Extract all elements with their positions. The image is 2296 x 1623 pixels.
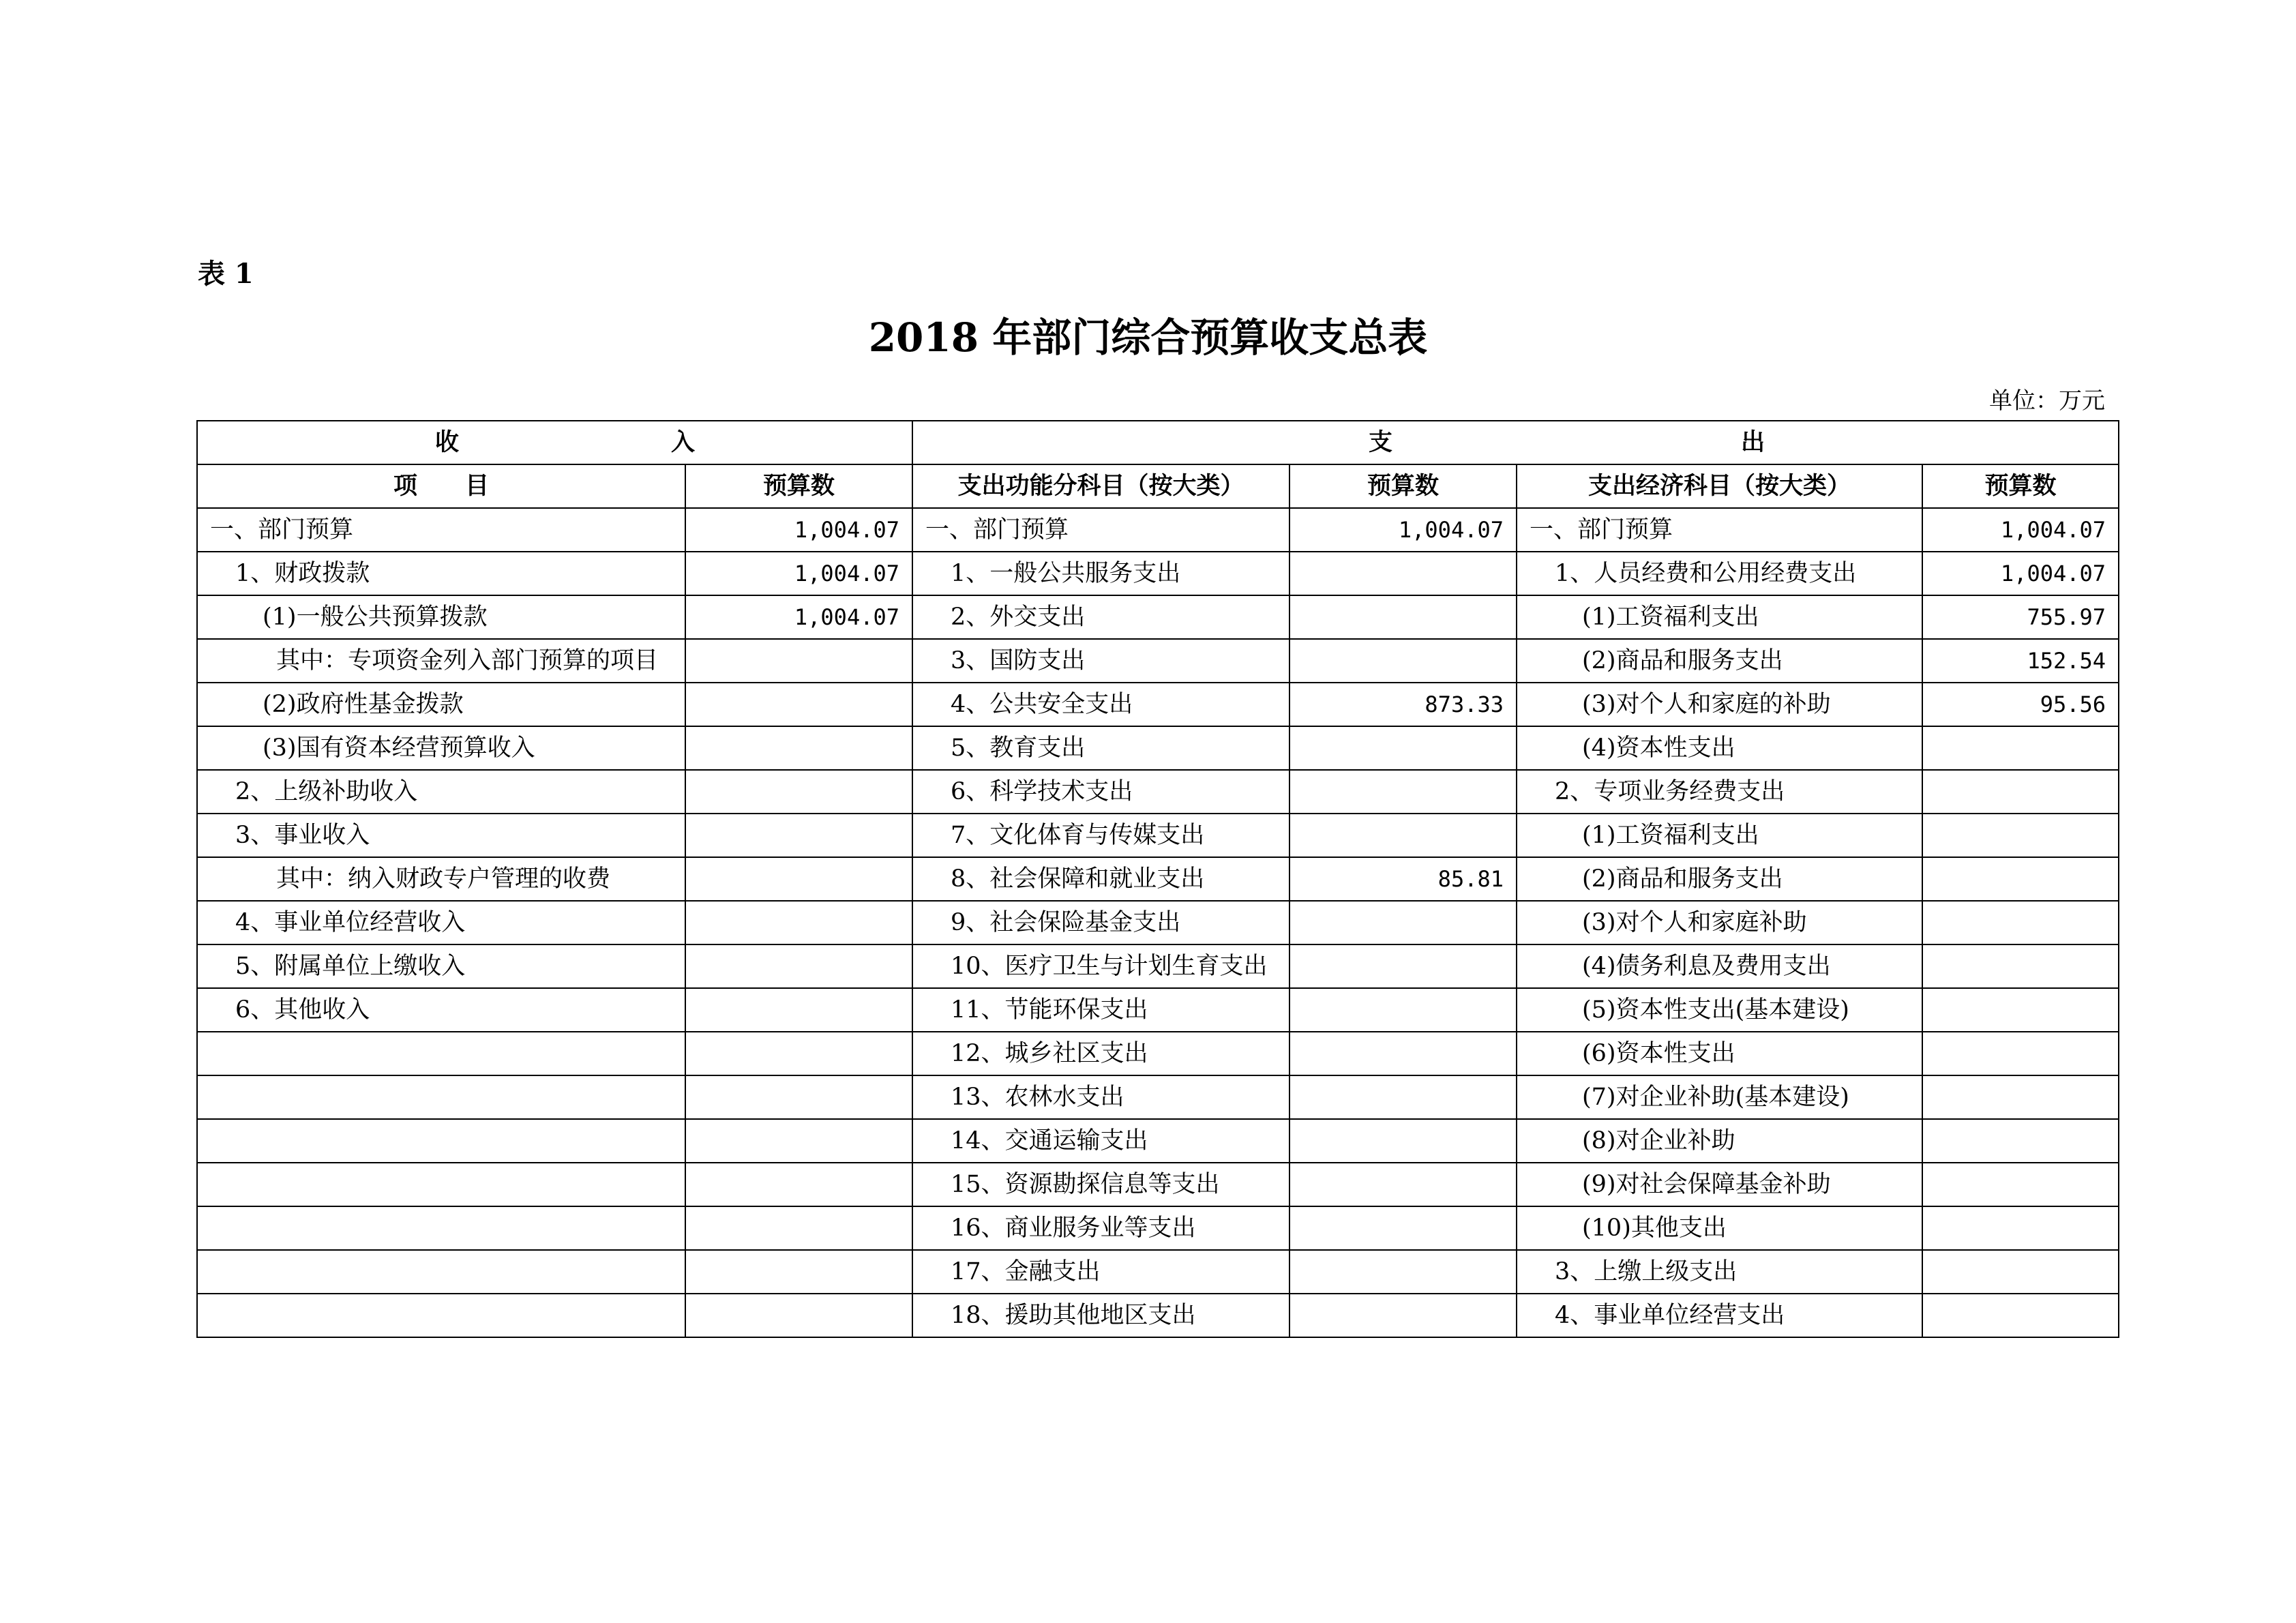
econ-amount-cell [1922, 1294, 2119, 1337]
table-row [197, 552, 2119, 595]
func-subject-cell: 16、商业服务业等支出 [912, 1206, 1289, 1250]
func-subject-cell: 4、公共安全支出 [912, 683, 1289, 726]
func-amount-cell: 1,004.07 [1289, 508, 1517, 552]
budget-summary-table [196, 420, 2119, 1338]
table-row [197, 1250, 2119, 1294]
econ-subject-cell: (5)资本性支出(基本建设) [1517, 988, 1922, 1032]
table-row [197, 857, 2119, 901]
expense-header-char-2: 出 [1741, 428, 1765, 456]
econ-amount-cell [1922, 1206, 2119, 1250]
func-amount-cell [1289, 1119, 1517, 1163]
func-amount-cell [1289, 1163, 1517, 1206]
econ-amount-cell [1922, 814, 2119, 857]
income-amount-cell [685, 944, 912, 988]
income-amount-cell [685, 1075, 912, 1119]
item-header: 项 目 [197, 464, 685, 508]
table-row [197, 1294, 2119, 1337]
func-subject-cell: 一、部门预算 [912, 508, 1289, 552]
func-subject-cell: 7、文化体育与传媒支出 [912, 814, 1289, 857]
income-amount-cell [685, 988, 912, 1032]
econ-amount-cell: 152.54 [1922, 639, 2119, 683]
income-item-cell: (2)政府性基金拨款 [197, 683, 685, 726]
income-amount-cell [685, 857, 912, 901]
econ-amount-cell [1922, 944, 2119, 988]
func-subject-cell: 1、一般公共服务支出 [912, 552, 1289, 595]
income-amount-cell: 1,004.07 [685, 552, 912, 595]
func-amount-cell [1289, 1032, 1517, 1075]
table-row [197, 1032, 2119, 1075]
func-amount-cell: 85.81 [1289, 857, 1517, 901]
func-subject-cell: 6、科学技术支出 [912, 770, 1289, 814]
income-header-char-1: 收 [435, 428, 460, 456]
func-amount-cell [1289, 552, 1517, 595]
econ-amount-cell [1922, 988, 2119, 1032]
income-header [197, 421, 912, 464]
income-item-cell [197, 1032, 685, 1075]
income-amount-cell [685, 1032, 912, 1075]
func-amount-cell [1289, 901, 1517, 944]
func-amount-cell [1289, 814, 1517, 857]
econ-subject-cell: (2)商品和服务支出 [1517, 639, 1922, 683]
func-amount-cell [1289, 726, 1517, 770]
income-amount-cell [685, 1250, 912, 1294]
func-amount-cell [1289, 1075, 1517, 1119]
econ-subject-cell: (4)债务利息及费用支出 [1517, 944, 1922, 988]
econ-subject-cell: 3、上缴上级支出 [1517, 1250, 1922, 1294]
func-subject-cell: 13、农林水支出 [912, 1075, 1289, 1119]
func-amount-cell: 873.33 [1289, 683, 1517, 726]
income-amount-cell [685, 639, 912, 683]
income-header-char-2: 入 [670, 428, 695, 456]
income-amount-cell [685, 726, 912, 770]
econ-amount-cell: 95.56 [1922, 683, 2119, 726]
income-item-cell [197, 1075, 685, 1119]
income-item-cell [197, 1250, 685, 1294]
income-amount-cell [685, 770, 912, 814]
econ-amount-cell [1922, 1250, 2119, 1294]
func-subject-cell: 5、教育支出 [912, 726, 1289, 770]
econ-subject-cell: (3)对个人和家庭的补助 [1517, 683, 1922, 726]
econ-amount-cell: 1,004.07 [1922, 508, 2119, 552]
func-amount-cell [1289, 944, 1517, 988]
table-row [197, 1163, 2119, 1206]
econ-subject-cell: (9)对社会保障基金补助 [1517, 1163, 1922, 1206]
econ-amount-cell [1922, 1119, 2119, 1163]
func-subject-cell: 12、城乡社区支出 [912, 1032, 1289, 1075]
func-amount-cell [1289, 595, 1517, 639]
table-row [197, 944, 2119, 988]
func-subject-cell: 10、医疗卫生与计划生育支出 [912, 944, 1289, 988]
table-row [197, 1075, 2119, 1119]
expense-header [912, 421, 2119, 464]
econ-amount-cell [1922, 726, 2119, 770]
func-subject-cell: 2、外交支出 [912, 595, 1289, 639]
income-amount-cell [685, 683, 912, 726]
func-subject-cell: 18、援助其他地区支出 [912, 1294, 1289, 1337]
expense-header-char-1: 支 [1369, 428, 1393, 456]
econ-subject-cell: (8)对企业补助 [1517, 1119, 1922, 1163]
econ-subject-cell: 一、部门预算 [1517, 508, 1922, 552]
econ-subject-cell: (1)工资福利支出 [1517, 814, 1922, 857]
econ-amount-cell [1922, 901, 2119, 944]
income-amount-cell [685, 1294, 912, 1337]
income-item-cell: (3)国有资本经营预算收入 [197, 726, 685, 770]
income-item-cell [197, 1119, 685, 1163]
table-row [197, 508, 2119, 552]
income-item-cell [197, 1163, 685, 1206]
func-amount-cell [1289, 770, 1517, 814]
econ-subject-cell: (2)商品和服务支出 [1517, 857, 1922, 901]
table-row [197, 901, 2119, 944]
table-number-label: 表 1 [198, 258, 254, 290]
func-budget-header: 预算数 [1289, 464, 1517, 508]
econ-subject-cell: (4)资本性支出 [1517, 726, 1922, 770]
income-amount-cell: 1,004.07 [685, 508, 912, 552]
func-subject-cell: 9、社会保险基金支出 [912, 901, 1289, 944]
income-item-cell: 2、上级补助收入 [197, 770, 685, 814]
func-amount-cell [1289, 1294, 1517, 1337]
income-amount-cell [685, 1206, 912, 1250]
table-row [197, 726, 2119, 770]
func-amount-cell [1289, 1206, 1517, 1250]
econ-subject-cell: (7)对企业补助(基本建设) [1517, 1075, 1922, 1119]
table-row [197, 1206, 2119, 1250]
econ-subject-cell: 4、事业单位经营支出 [1517, 1294, 1922, 1337]
income-item-cell: 1、财政拨款 [197, 552, 685, 595]
income-item-cell: 4、事业单位经营收入 [197, 901, 685, 944]
table-row [197, 595, 2119, 639]
func-subject-cell: 3、国防支出 [912, 639, 1289, 683]
income-item-cell [197, 1206, 685, 1250]
econ-amount-cell: 1,004.07 [1922, 552, 2119, 595]
func-subject-cell: 8、社会保障和就业支出 [912, 857, 1289, 901]
income-item-cell [197, 1294, 685, 1337]
income-amount-cell [685, 901, 912, 944]
econ-subject-cell: (6)资本性支出 [1517, 1032, 1922, 1075]
econ-subject-cell: (10)其他支出 [1517, 1206, 1922, 1250]
econ-subject-cell: 1、人员经费和公用经费支出 [1517, 552, 1922, 595]
income-item-cell: 3、事业收入 [197, 814, 685, 857]
econ-amount-cell [1922, 857, 2119, 901]
func-subject-cell: 11、节能环保支出 [912, 988, 1289, 1032]
header-row-sub [197, 464, 2119, 508]
econ-amount-cell [1922, 1075, 2119, 1119]
unit-label: 单位：万元 [1989, 387, 2105, 415]
func-subject-header: 支出功能分科目（按大类） [912, 464, 1289, 508]
econ-amount-cell [1922, 1163, 2119, 1206]
func-amount-cell [1289, 639, 1517, 683]
func-subject-cell: 14、交通运输支出 [912, 1119, 1289, 1163]
table-row [197, 1119, 2119, 1163]
income-amount-cell [685, 814, 912, 857]
income-amount-cell [685, 1163, 912, 1206]
income-item-cell: 其中：纳入财政专户管理的收费 [197, 857, 685, 901]
econ-subject-cell: 2、专项业务经费支出 [1517, 770, 1922, 814]
table-row [197, 770, 2119, 814]
income-item-cell: 6、其他收入 [197, 988, 685, 1032]
econ-subject-cell: (3)对个人和家庭补助 [1517, 901, 1922, 944]
econ-amount-cell [1922, 770, 2119, 814]
income-budget-header: 预算数 [685, 464, 912, 508]
econ-budget-header: 预算数 [1922, 464, 2119, 508]
page-title: 2018 年部门综合预算收支总表 [868, 314, 1428, 361]
income-item-cell: 一、部门预算 [197, 508, 685, 552]
func-amount-cell [1289, 988, 1517, 1032]
func-subject-cell: 17、金融支出 [912, 1250, 1289, 1294]
econ-subject-header: 支出经济科目（按大类） [1517, 464, 1922, 508]
table-row [197, 639, 2119, 683]
income-item-cell: 其中：专项资金列入部门预算的项目 [197, 639, 685, 683]
econ-subject-cell: (1)工资福利支出 [1517, 595, 1922, 639]
func-subject-cell: 15、资源勘探信息等支出 [912, 1163, 1289, 1206]
income-item-cell: (1)一般公共预算拨款 [197, 595, 685, 639]
header-row-top [197, 421, 2119, 464]
econ-amount-cell [1922, 1032, 2119, 1075]
table-row [197, 683, 2119, 726]
table-row [197, 814, 2119, 857]
income-amount-cell [685, 1119, 912, 1163]
func-amount-cell [1289, 1250, 1517, 1294]
income-amount-cell: 1,004.07 [685, 595, 912, 639]
econ-amount-cell: 755.97 [1922, 595, 2119, 639]
table-row [197, 988, 2119, 1032]
income-item-cell: 5、附属单位上缴收入 [197, 944, 685, 988]
